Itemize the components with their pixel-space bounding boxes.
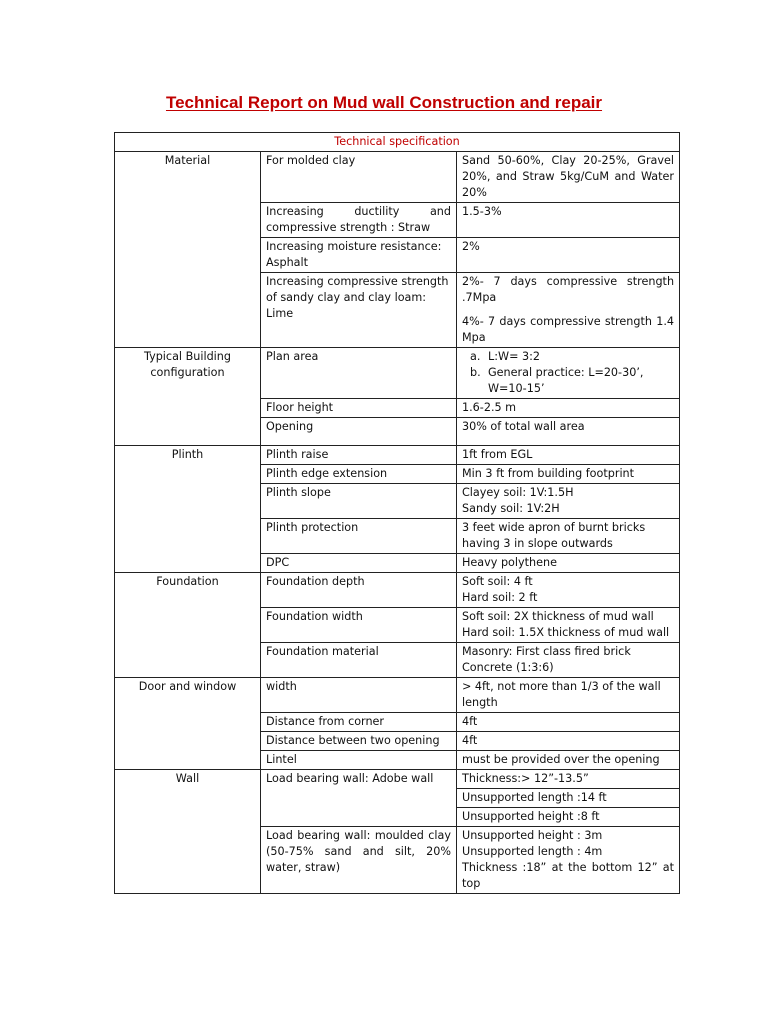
value-cell: Thickness:> 12”-13.5” [457,770,680,789]
param-cell: Increasing compressive strength of sandy clay and clay loam: Lime [261,273,457,348]
category-building-configuration: Typical Building configuration [115,348,261,446]
value-cell: Unsupported length :14 ft [457,789,680,808]
value-cell: Sand 50-60%, Clay 20-25%, Gravel 20%, and Straw 5kg/CuM and Water 20% [457,152,680,203]
value-cell: Soft soil: 4 ft Hard soil: 2 ft [457,573,680,608]
param-cell: Load bearing wall: moulded clay (50-75% sand and silt, 20% water, straw) [261,827,457,894]
param-cell: Opening [261,418,457,446]
table-row [115,770,680,789]
list-item: b. General practice: L=20-30’, W=10-15’ [470,366,644,395]
value-cell [457,348,680,399]
value-cell: > 4ft, not more than 1/3 of the wall length [457,678,680,713]
param-cell: Plinth slope [261,484,457,519]
report-title: Technical Report on Mud wall Construction and repair [165,93,603,112]
param-cell: Load bearing wall: Adobe wall [261,770,457,827]
technical-specification-table [114,132,680,894]
value-cell: 1.5-3% [457,203,680,238]
param-cell: Plinth raise [261,446,457,465]
category-material: Material [115,152,261,348]
table-header: Technical specification [115,133,680,152]
table-row [115,573,680,608]
param-cell: For molded clay [261,152,457,203]
value-cell: 2% [457,238,680,273]
value-cell: 4ft [457,732,680,751]
table-row [115,678,680,713]
value-cell: 1.6-2.5 m [457,399,680,418]
value-cell: 1ft from EGL [457,446,680,465]
value-cell: Masonry: First class fired brick Concrete (1:3:6) [457,643,680,678]
value-cell: Unsupported height : 3m Unsupported length : 4m Thickness :18” at the bottom 12” at top [457,827,680,894]
param-cell: Floor height [261,399,457,418]
table-row [115,348,680,399]
list-item: a. L:W= 3:2 [470,350,540,363]
category-foundation: Foundation [115,573,261,678]
value-cell: Unsupported height :8 ft [457,808,680,827]
value-line: 4%- 7 days compressive strength 1.4 Mpa [462,315,675,344]
value-cell: Soft soil: 2X thickness of mud wall Hard soil: 1.5X thickness of mud wall [457,608,680,643]
param-cell: DPC [261,554,457,573]
value-cell: 4ft [457,713,680,732]
param-cell: Lintel [261,751,457,770]
value-cell: must be provided over the opening [457,751,680,770]
param-cell: Plinth protection [261,519,457,554]
param-cell: Distance between two opening [261,732,457,751]
table-header-row [115,133,680,152]
param-cell: Plan area [261,348,457,399]
param-cell: Foundation depth [261,573,457,608]
param-cell: Increasing ductility and compressive strength : Straw [261,203,457,238]
value-cell: Heavy polythene [457,554,680,573]
table-row [115,152,680,203]
param-cell: Foundation width [261,608,457,643]
value-cell: Clayey soil: 1V:1.5H Sandy soil: 1V:2H [457,484,680,519]
param-cell: Distance from corner [261,713,457,732]
param-cell: width [261,678,457,713]
value-line: 2%- 7 days compressive strength .7Mpa [462,275,675,304]
value-cell: Min 3 ft from building footprint [457,465,680,484]
param-cell: Increasing moisture resistance: Asphalt [261,238,457,273]
category-plinth: Plinth [115,446,261,573]
param-cell: Foundation material [261,643,457,678]
category-wall: Wall [115,770,261,894]
table-row [115,446,680,465]
value-cell [457,273,680,348]
value-cell: 30% of total wall area [457,418,680,446]
value-cell: 3 feet wide apron of burnt bricks having 3 in slope outwards [457,519,680,554]
param-cell: Plinth edge extension [261,465,457,484]
category-door-and-window: Door and window [115,678,261,770]
